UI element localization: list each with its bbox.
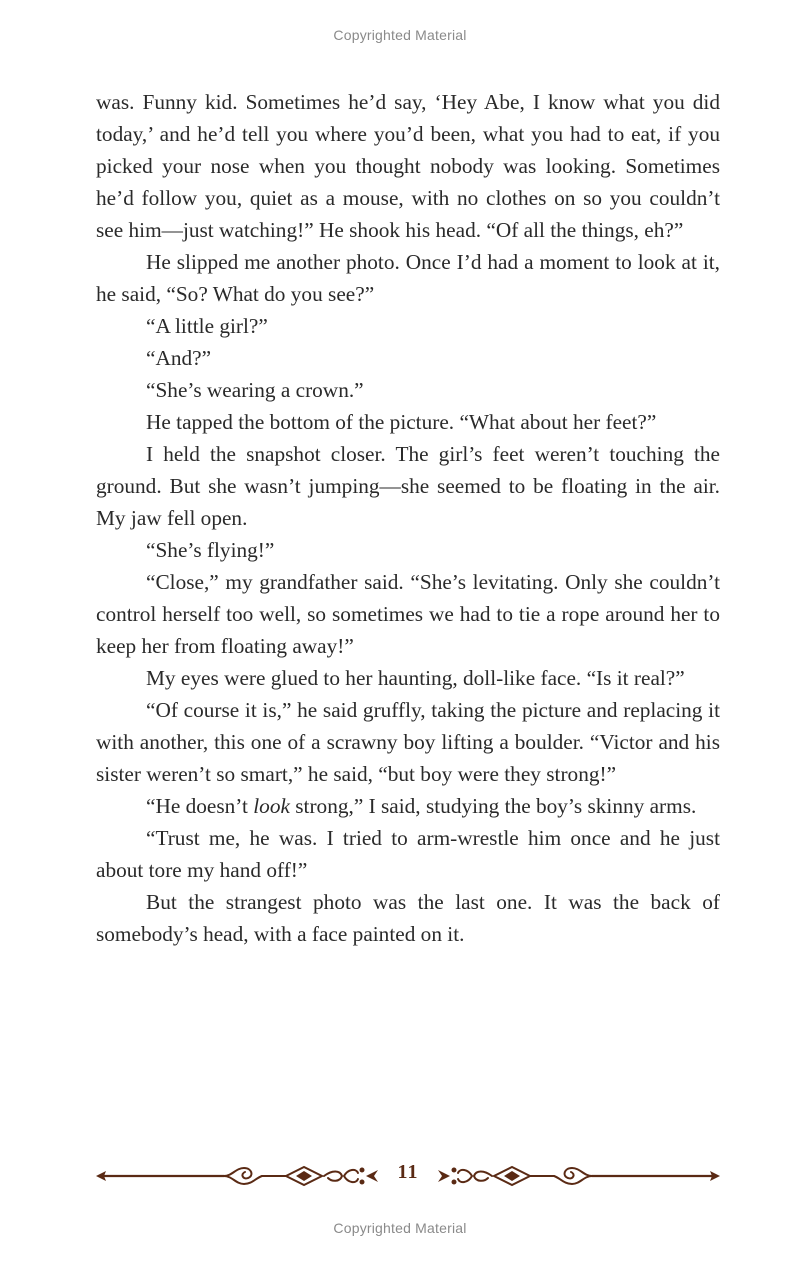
emphasized-word: look (253, 794, 290, 818)
paragraph: He slipped me another photo. Once I’d had a moment to look at it, he said, “So? What do you see?” (96, 250, 720, 306)
paragraph: My eyes were glued to her haunting, doll-like face. “Is it real?” (146, 666, 685, 690)
right-flourish-ornament-icon (430, 1158, 720, 1194)
paragraph: “Close,” my grandfather said. “She’s levitating. Only she couldn’t control herself too well, so sometimes we had to tie a rope around her to keep her from floating away!” (96, 570, 720, 658)
paragraph: “Trust me, he was. I tried to arm-wrestle him once and he just about tore my hand off!” (96, 826, 720, 882)
text-segment: “He doesn’t (146, 794, 254, 818)
page-footer (96, 1158, 720, 1194)
text-segment: strong,” I said, studying the boy’s skinny arms. (289, 794, 697, 818)
paragraph: I held the snapshot closer. The girl’s feet weren’t touching the ground. But she wasn’t jumping—she seemed to be floating in the air. My jaw fell open. (96, 442, 720, 530)
paragraph: was. Funny kid. Sometimes he’d say, ‘Hey Abe, I know what you did today,’ and he’d tell you where you’d been, what you had to eat, if you picked your nose when you thought nobody was looking. Sometimes he’d follow you, quiet as a mouse, with no clothes on so you couldn’t see him—just watching!” He shook his head. “Of all the things, eh?” (96, 90, 720, 242)
paragraph: “She’s wearing a crown.” (146, 378, 364, 402)
page-body-text (96, 86, 720, 950)
copyright-watermark-top: Copyrighted Material (333, 27, 467, 43)
paragraph: “And?” (146, 346, 212, 370)
paragraph: “She’s flying!” (146, 538, 275, 562)
paragraph-with-emphasis (96, 790, 720, 822)
paragraph: He tapped the bottom of the picture. “What about her feet?” (146, 410, 657, 434)
paragraph: “Of course it is,” he said gruffly, taking the picture and replacing it with another, this one of a scrawny boy lifting a boulder. “Victor and his sister weren’t so smart,” he said, “but boy were they strong!” (96, 698, 720, 786)
paragraph: But the strangest photo was the last one. It was the back of somebody’s head, with a face painted on it. (96, 890, 720, 946)
paragraph: “A little girl?” (146, 314, 268, 338)
copyright-watermark-bottom: Copyrighted Material (333, 1220, 467, 1236)
page-number: 11 (397, 1161, 419, 1183)
